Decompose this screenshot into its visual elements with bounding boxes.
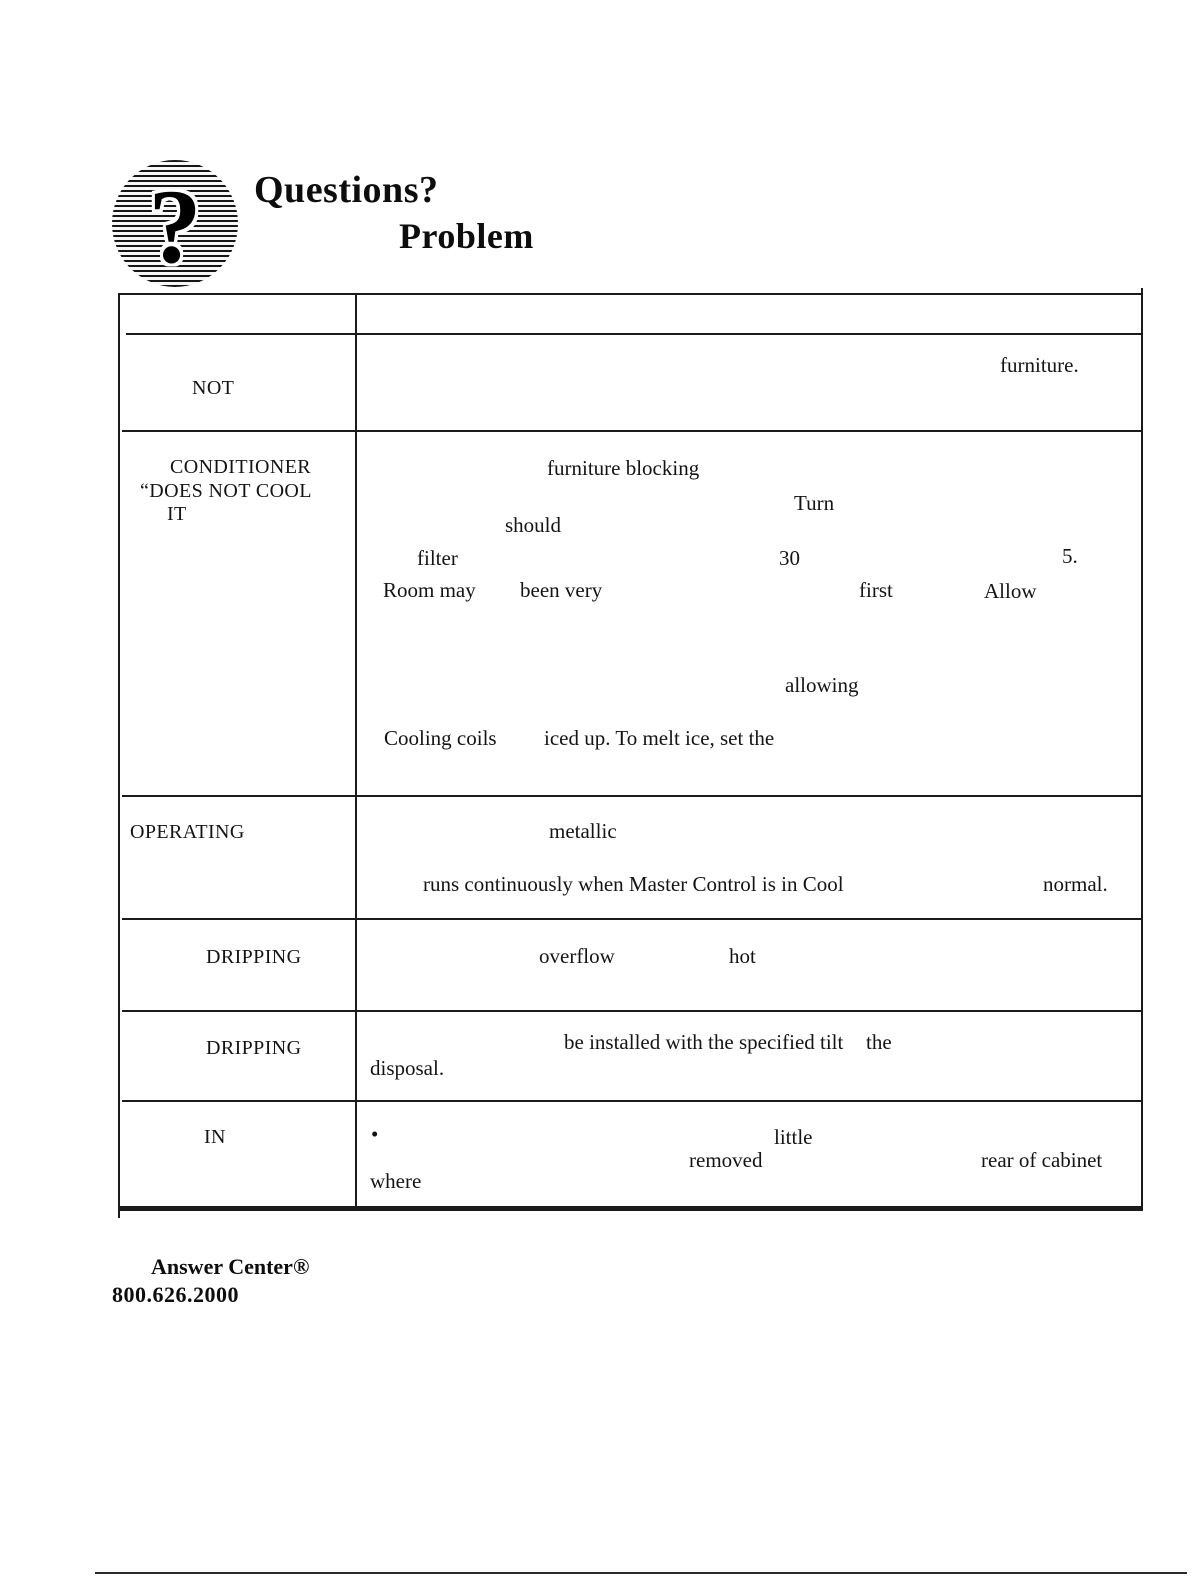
text-fragment: the xyxy=(866,1030,892,1054)
text-fragment: first xyxy=(859,578,893,602)
row-label-it: IT xyxy=(167,503,187,525)
row-label-not: NOT xyxy=(192,377,235,399)
bullet-point: • xyxy=(371,1122,379,1146)
text-fragment: normal. xyxy=(1043,872,1108,896)
question-mark-icon: ? xyxy=(148,167,202,285)
table-header-separator xyxy=(126,333,1142,335)
text-fragment: should xyxy=(505,513,562,537)
row-label-conditioner: CONDITIONER xyxy=(170,456,312,478)
row-label-dripping-1: DRIPPING xyxy=(206,946,302,968)
text-fragment: disposal. xyxy=(370,1056,445,1080)
text-fragment: be installed with the specified tilt xyxy=(564,1030,844,1054)
text-fragment: metallic xyxy=(549,819,617,843)
table-column-divider xyxy=(355,293,357,1208)
text-fragment: iced up. To melt ice, set the xyxy=(544,726,775,750)
table-row-separator-4 xyxy=(122,1010,1141,1012)
text-fragment: 30 xyxy=(779,546,800,570)
bottom-page-rule xyxy=(95,1572,1187,1574)
row-label-in: IN xyxy=(204,1126,226,1148)
text-fragment: little xyxy=(774,1125,813,1149)
table-row-separator-3 xyxy=(122,918,1141,920)
table-row-separator-5 xyxy=(122,1100,1141,1102)
text-fragment: filter xyxy=(417,546,458,570)
text-fragment: rear of cabinet xyxy=(981,1148,1103,1172)
table-bottom-border xyxy=(120,1206,1143,1211)
table-left-border xyxy=(118,293,120,1218)
question-mark-logo xyxy=(112,160,238,287)
answer-center-label: Answer Center® xyxy=(151,1254,310,1279)
text-fragment: removed xyxy=(689,1148,763,1172)
text-fragment: furniture. xyxy=(1000,353,1079,377)
text-fragment: hot xyxy=(729,944,756,968)
table-row-separator-1 xyxy=(122,430,1141,432)
text-fragment: Allow xyxy=(984,579,1037,603)
text-fragment: where xyxy=(370,1169,422,1193)
page-title: Questions? xyxy=(254,169,439,211)
text-fragment: been very xyxy=(520,578,603,602)
row-label-does-not-cool: “DOES NOT COOL xyxy=(140,480,312,502)
text-fragment: runs continuously when Master Control is in Cool xyxy=(423,872,844,896)
page-subtitle: Problem xyxy=(399,216,534,256)
text-fragment: allowing xyxy=(785,673,859,697)
table-right-border xyxy=(1141,288,1143,1208)
table-row-separator-2 xyxy=(122,795,1141,797)
text-fragment: overflow xyxy=(539,944,615,968)
text-fragment: Turn xyxy=(794,491,835,515)
row-label-dripping-2: DRIPPING xyxy=(206,1037,302,1059)
phone-number: 800.626.2000 xyxy=(112,1282,239,1307)
text-fragment: furniture blocking xyxy=(547,456,700,480)
row-label-operating: OPERATING xyxy=(130,821,245,843)
text-fragment: Cooling coils xyxy=(384,726,497,750)
table-top-border xyxy=(120,293,1143,295)
text-fragment: 5. xyxy=(1062,544,1078,568)
text-fragment: Room may xyxy=(383,578,476,602)
